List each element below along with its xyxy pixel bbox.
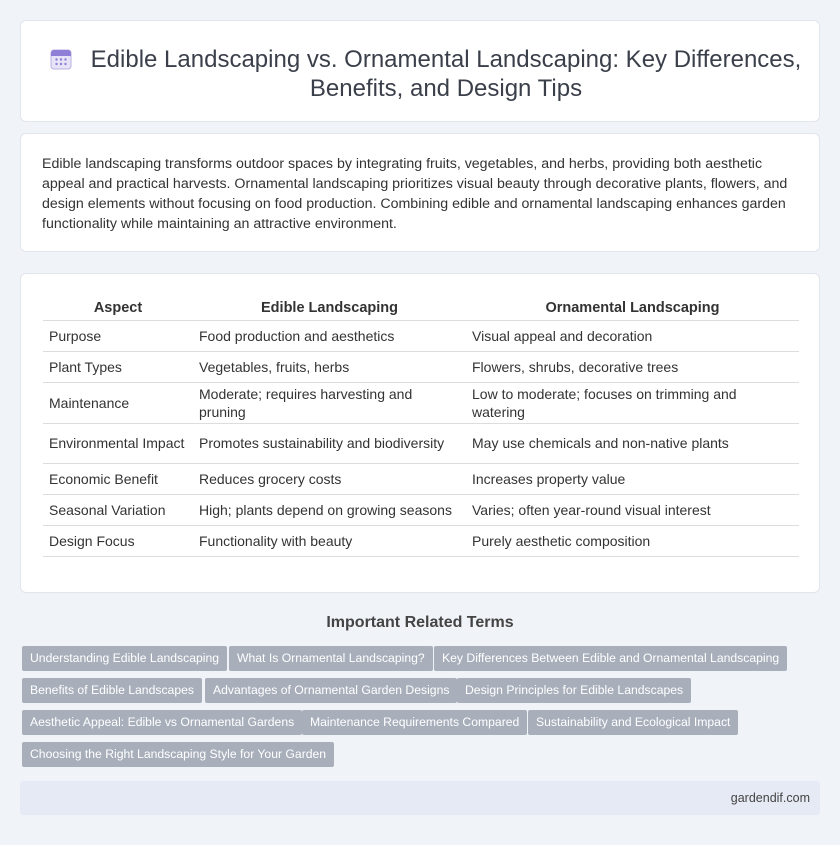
header-aspect: Aspect (43, 296, 193, 320)
table-header-row (43, 296, 799, 320)
header-ornamental: Ornamental Landscaping (466, 296, 799, 320)
table-cell: Plant Types (43, 351, 193, 382)
header-edible: Edible Landscaping (193, 296, 466, 320)
table-row (43, 525, 799, 556)
table-row (43, 423, 799, 463)
intro-paragraph: Edible landscaping transforms outdoor spaces by integrating fruits, vegetables, and herbs, providing both aesthetic appeal and practical harvests. Ornamental landscaping prioritizes visual beauty through decorative plants, flowers, and design elements without focusing on food production. Combining edible and ornamental landscaping enhances garden functionality while maintaining an attractive environment. (42, 156, 788, 232)
table-cell: Maintenance (43, 382, 193, 423)
table-cell: Functionality with beauty (193, 525, 466, 556)
table-cell: Purpose (43, 320, 193, 351)
related-tag[interactable]: Aesthetic Appeal: Edible vs Ornamental Gardens (22, 710, 302, 735)
page-title: Edible Landscaping vs. Ornamental Landscaping: Key Differences, Benefits, and Design Tips (90, 46, 802, 102)
table-cell: May use chemicals and non-native plants (466, 423, 799, 463)
related-tag[interactable]: Choosing the Right Landscaping Style for Your Garden (22, 742, 334, 767)
table-cell: Flowers, shrubs, decorative trees (466, 351, 799, 382)
related-tag[interactable]: Key Differences Between Edible and Ornamental Landscaping (434, 646, 787, 671)
related-terms-heading: Important Related Terms (326, 614, 514, 631)
table-cell: Promotes sustainability and biodiversity (193, 423, 466, 463)
table-cell: Low to moderate; focuses on trimming and watering (466, 382, 799, 423)
footer (20, 781, 820, 815)
table-cell: Seasonal Variation (43, 494, 193, 525)
table-row (43, 463, 799, 494)
table-cell: Vegetables, fruits, herbs (193, 351, 466, 382)
table-row (43, 494, 799, 525)
table-cell: Economic Benefit (43, 463, 193, 494)
related-tag[interactable]: Benefits of Edible Landscapes (22, 678, 202, 703)
intro-card (20, 133, 820, 252)
table-cell: Design Focus (43, 525, 193, 556)
table-cell: Increases property value (466, 463, 799, 494)
table-cell: Purely aesthetic composition (466, 525, 799, 556)
table-cell: Visual appeal and decoration (466, 320, 799, 351)
table-cell: Moderate; requires harvesting and pruning (193, 382, 466, 423)
table-row (43, 382, 799, 423)
footer-site-link[interactable]: gardendif.com (730, 791, 810, 805)
table-row (43, 320, 799, 351)
table-row (43, 351, 799, 382)
comparison-table-card (20, 273, 820, 593)
table-cell: Varies; often year-round visual interest (466, 494, 799, 525)
table-cell: Environmental Impact (43, 423, 193, 463)
table-cell: Food production and aesthetics (193, 320, 466, 351)
related-tag[interactable]: Advantages of Ornamental Garden Designs (205, 678, 457, 703)
related-tag[interactable]: Understanding Edible Landscaping (22, 646, 227, 671)
header-card (20, 20, 820, 122)
related-tag[interactable]: Design Principles for Edible Landscapes (457, 678, 691, 703)
related-tag[interactable]: Sustainability and Ecological Impact (528, 710, 738, 735)
related-tag[interactable]: What Is Ornamental Landscaping? (229, 646, 433, 671)
comparison-table (43, 296, 799, 557)
table-cell: Reduces grocery costs (193, 463, 466, 494)
related-tag[interactable]: Maintenance Requirements Compared (302, 710, 527, 735)
table-cell: High; plants depend on growing seasons (193, 494, 466, 525)
